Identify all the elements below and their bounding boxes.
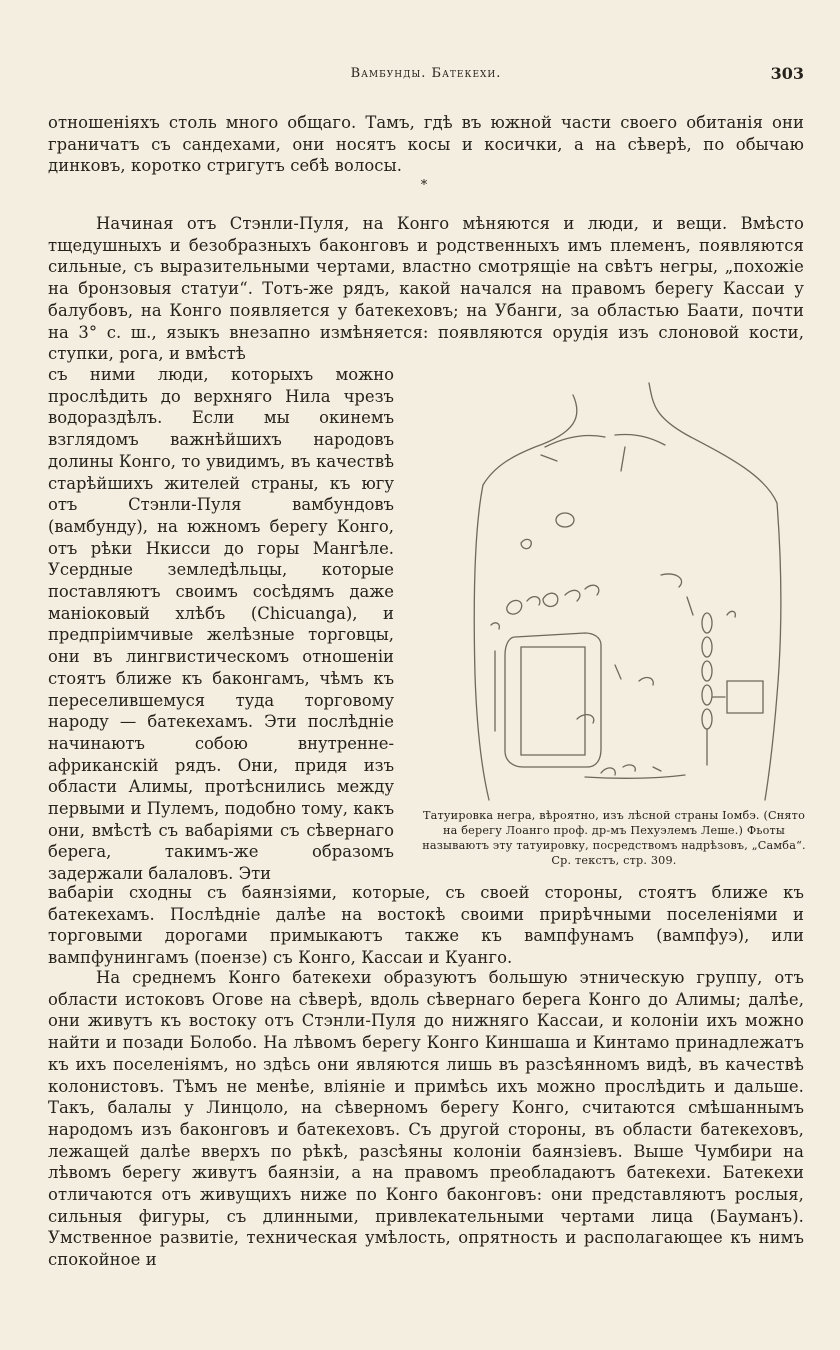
paragraph-continuation: отношеніяхъ столь много общаго. Тамъ, гдѣ въ южной части своего обитанія они граничатъ съ сандехами, они носятъ косы и косички, а на сѣверѣ, по обычаю динковъ, коротко стригутъ себѣ волосы. [48, 113, 804, 176]
tattoo-illustration [425, 375, 805, 805]
page-number: 303 [770, 64, 804, 83]
tattoo-figure [425, 375, 805, 805]
paragraph-column-text: съ ними люди, которыхъ можно прослѣдить до верхняго Нила чрезъ водораздѣлъ. Если мы окинемъ взглядомъ важнѣйшихъ народовъ долины Конго, то увидимъ, въ качествѣ старѣйшихъ жителей страны, къ югу отъ Стэнли-Пуля вамбундовъ (вамбунду), на южномъ берегу Конго, отъ рѣки Нкисси до горы Мангѣле. Усердные земледѣльцы, которые поставляютъ своимъ сосѣдямъ даже маніоковый хлѣбъ (Chicuanga), и предпріимчивые желѣзные торговцы, они въ лингвистическомъ отношеніи стоятъ ближе къ баконгамъ, чѣмъ къ переселившемуся туда торговому народу — батекехамъ. Эти послѣдніе начинаютъ собою внутренне-африканскій рядъ. Они, придя изъ области Алимы, протѣснились между первыми и Пулемъ, подобно тому, какъ они, вмѣстѣ съ вабаріями съ сѣвернаго берега, такимъ-же образомъ задержали балаловъ. Эти [48, 365, 394, 884]
paragraph-stanley-pool: Начиная отъ Стэнли-Пуля, на Конго мѣняются и люди, и вещи. Вмѣсто тщедушныхъ и безобразныхъ баконговъ и родственныхъ имъ племенъ, появляются сильные, съ выразительными чертами, властно смотрящіе на свѣтъ негры, „похожіе на бронзовыя статуи“. Тотъ-же рядъ, какой начался на правомъ берегу Кассаи у балубовъ, на Конго появляется у батекеховъ; на Убанги, за областью Баати, почти на 3° с. ш., языкъ внезапно измѣняется: появляются орудія изъ слоновой кости, ступки, рога, и вмѣстѣ [48, 214, 804, 364]
figure-caption: Татуировка негра, вѣроятно, изъ лѣсной страны Іомбэ. (Снято на берегу Лоанго проф. др-мъ Пехуэлемъ Леше.) Фьоты называютъ эту татуировку, посредствомъ надрѣзовъ, „Самба“. Ср. текстъ, стр. 309. [422, 809, 806, 867]
running-title: Вамбунды. Батекехи. [350, 66, 502, 81]
paragraph-vabarii: вабаріи сходны съ баянзіями, которые, съ своей стороны, стоятъ ближе къ батекехамъ. Послѣдніе далѣе на востокѣ своими прирѣчными поселеніями и торговыми дорогами примыкаютъ также къ вампфунамъ (вампфуэ), или вампфунингамъ (поензе) съ Конго, Кассаи и Куанго. [48, 883, 804, 968]
running-head [48, 66, 804, 88]
section-separator: * [420, 178, 428, 193]
paragraph-middle-congo: На среднемъ Конго батекехи образуютъ большую этническую группу, отъ области истоковъ Огове на сѣверѣ, вдоль сѣвернаго берега Конго до Алимы; далѣе, они живутъ къ востоку отъ Стэнли-Пуля до нижняго Кассаи, и колоніи ихъ можно найти и позади Болобо. На лѣвомъ берегу Конго Киншаша и Кинтамо принадлежатъ къ ихъ поселеніямъ, но здѣсь они являются лишь въ разсѣянномъ видѣ, въ качествѣ колонистовъ. Тѣмъ не менѣе, вліяніе и примѣсь ихъ можно прослѣдить и дальше. Такъ, балалы у Линцоло, на сѣверномъ берегу Конго, считаются смѣшаннымъ народомъ изъ баконговъ и батекеховъ. Съ другой стороны, въ области батекеховъ, лежащей далѣе вверхъ по рѣкѣ, разсѣяны колоніи баянзіевъ. Выше Чумбири на лѣвомъ берегу живутъ баянзіи, а на правомъ преобладаютъ батекехи. Батекехи отличаются отъ живущихъ ниже по Конго баконговъ: они представляютъ рослыя, сильныя фигуры, съ длинными, привлекательными чертами лица (Бауманъ). Умственное развитіе, техническая умѣлость, опрятность и располагающее къ нимъ спокойное и [48, 968, 804, 1270]
